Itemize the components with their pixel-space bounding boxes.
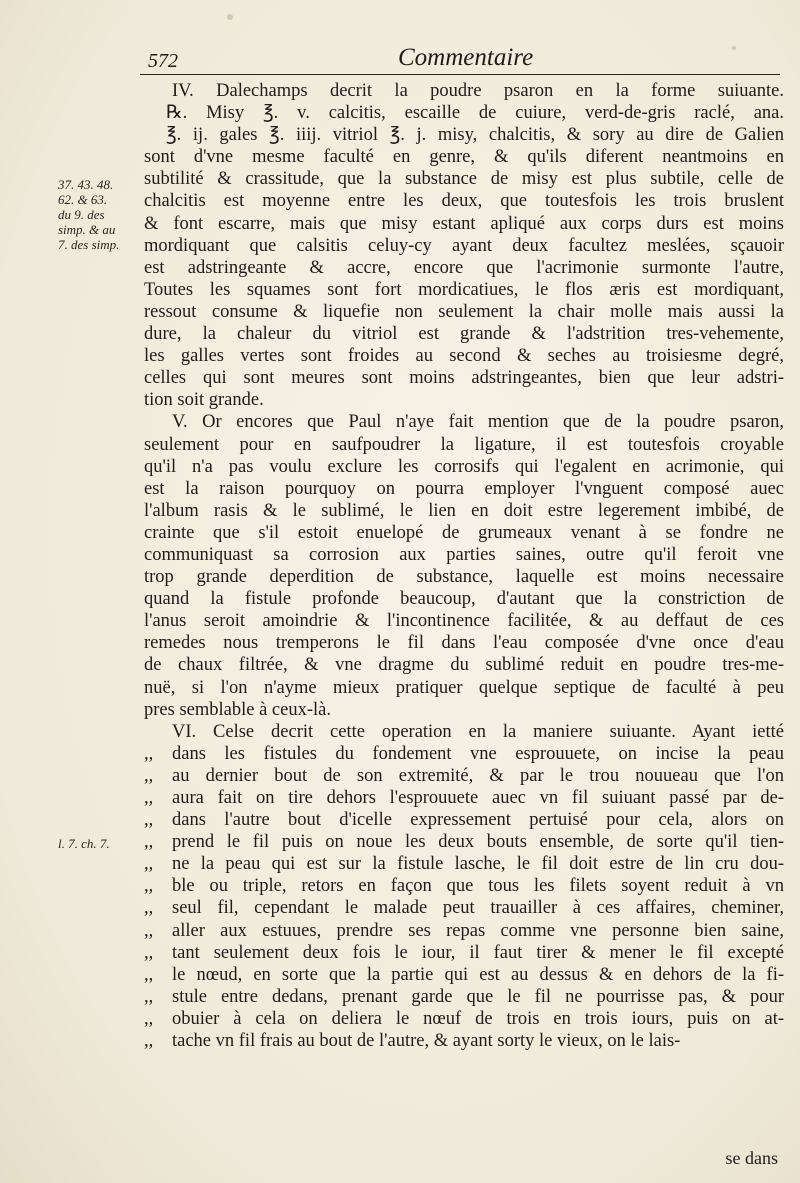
text-line: communiquast sa corrosion aux parties saines, outre qu'il feroit vne [144,544,784,565]
margin-note-line: 7. des simp. [58,237,120,252]
text-line: sont d'vne mesme faculté en genre, & qu'ils diferent neantmoins en [144,147,784,168]
quotation-mark: ,, [144,765,154,786]
margin-note-line: simp. & au [58,222,116,237]
text-line: l'anus seroit amoindrie & l'incontinence facilitée, & au deffaut de ces [144,611,784,632]
text-line: dure, la chaleur du vitriol est grande & l'adstrition tres-vehemente, [144,324,784,345]
margin-note-line: du 9. des [58,207,105,222]
text-line [144,809,784,831]
text-line: IV. Dalechamps decrit la poudre psaron en la forme suiuante. [172,81,784,101]
text-line: crainte que s'il estoit enuelopé de grumeaux venant à se fondre ne [144,522,784,543]
text-line: & font escarre, mais que misy estant apliqué aux corps durs est moins [144,213,784,234]
catchword: se dans [725,1148,778,1168]
line-text: tant seulement deux fois le iour, il faut tirer & mener le fil excepté [172,942,784,963]
text-line: mordiquant que calsitis celuy-cy ayant deux facultez meslées, sçauoir [144,235,784,256]
text-line [144,1030,784,1052]
paper-smudge [227,14,233,20]
quotation-mark: ,, [144,964,154,985]
text-line: remedes nous tremperons le fil dans l'eau composée d'vne once d'eau [144,633,784,654]
quotation-mark: ,, [144,788,154,808]
text-line [144,1008,784,1030]
text-line [144,920,784,942]
text-line: chalcitis est moyenne entre les deux, que toutesfois les trois bruslent [144,191,784,212]
text-line [144,765,784,787]
margin-note-references [58,177,148,252]
text-line: tion soit grande. [144,390,264,411]
quotation-mark: ,, [144,986,154,1007]
running-title: Commentaire [398,44,534,71]
margin-note-line: 62. & 63. [58,192,108,207]
line-text: le nœud, en sorte que la partie qui est au dessus & en dehors de la fi- [172,964,784,985]
text-line: les galles vertes sont froides au second & seches au troisiesme degré, [144,346,784,367]
line-text: aller aux estuues, prendre ses repas comme vne personne bien saine, [172,920,784,941]
quotation-mark: ,, [144,1031,154,1052]
margin-note-line: l. 7. ch. 7. [58,836,110,851]
text-line: est adstringeante & accre, encore que l'acrimonie surmonte l'autre, [144,257,784,278]
text-line: seulement pour en saufpoudrer la ligature, il est toutesfois croyable [144,434,784,455]
line-text: aura fait on tire dehors l'esprouuete auec vn fil suiuant passé par de- [172,788,784,808]
quotation-mark: ,, [144,876,154,897]
text-line: Toutes les squames sont fort mordicatiues, le flos æris est mordiquant, [144,279,784,300]
text-line [144,897,784,919]
text-line: VI. Celse decrit cette operation en la maniere suiuante. Ayant ietté [172,721,784,742]
line-text: ble ou triple, retors en façon que tous les filets soyent reduit à vn [172,876,784,897]
page-number: 572 [148,50,178,72]
quotation-mark: ,, [144,1008,154,1029]
line-text: dans l'autre bout d'icelle expressement pertuisé pour cela, alors on [172,810,784,831]
text-line [144,853,784,875]
text-line [144,964,784,986]
line-text: ne la peau qui est sur la fistule lasche, le fil doit estre de lin cru dou- [172,854,784,875]
quotation-mark: ,, [144,854,154,875]
text-line [144,831,784,853]
text-line: de chaux filtrée, & vne dragme du sublimé reduit en poudre tres-me- [144,655,784,676]
line-text: tache vn fil frais au bout de l'autre, & ayant sorty le vieux, on le lais- [172,1031,681,1052]
body-text [144,80,784,1052]
paragraph-vi [144,721,784,1052]
text-line: ℥. ij. gales ℥. iiij. vitriol ℥. j. misy, chalcitis, & sory au dire de Galien [166,125,784,146]
text-line: ressout consume & liquefie non seulement la chair molle mais aussi la [144,301,784,322]
line-text: prend le fil puis on noue les deux bouts ensemble, de sorte qu'il tien- [172,832,784,853]
text-line: celles qui sont meures sont moins adstringeantes, bien que leur adstri- [144,368,784,389]
line-text: stule entre dedans, prenant garde que le fil ne pourrisse pas, & pour [172,986,784,1007]
text-line: quand la fistule profonde beaucoup, d'autant que la constriction de [144,589,784,610]
text-line [144,743,784,765]
text-line [144,787,784,809]
text-line: subtilité & crassitude, que la substance de misy est plus subtile, celle de [144,169,784,190]
paper-smudge [732,46,736,50]
text-line: trop grande deperdition de substance, laquelle est moins necessaire [144,567,784,588]
quotation-mark: ,, [144,810,154,831]
quotation-mark: ,, [144,743,154,764]
line-text: dans les fistules du fondement vne esprouuete, on incise la peau [172,743,784,764]
text-line [144,942,784,964]
paragraph-v [144,411,784,720]
text-line: qu'il n'a pas voulu exclure les corrosifs qui l'egalent en acrimonie, qui [144,456,784,477]
text-line: pres semblable à ceux-là. [144,699,331,720]
margin-note-celse [58,836,148,851]
text-line: est la raison pourquoy on pourra employer l'vnguent composé auec [144,478,784,499]
margin-note-line: 37. 43. 48. [58,177,114,192]
paragraph-iv [144,80,784,411]
text-line: nuë, si l'on n'ayme mieux pratiquer quelque septique de faculté à peu [144,677,784,698]
header-rule [140,74,780,75]
text-line [144,986,784,1008]
text-line: ℞. Misy ℥. v. calcitis, escaille de cuiure, verd-de-gris raclé, ana. [166,103,784,124]
text-line: l'album rasis & le sublimé, le lien en doit estre legerement imbibé, de [144,500,784,521]
quotation-mark: ,, [144,920,154,941]
line-text: seul fil, cependant le malade peut trauailler à ces affaires, cheminer, [172,898,784,919]
quotation-mark: ,, [144,898,154,919]
line-text: au dernier bout de son extremité, & par le trou nouueau que l'on [172,765,784,786]
text-line: V. Or encores que Paul n'aye fait mention que de la poudre psaron, [172,412,784,433]
quotation-mark: ,, [144,942,154,963]
quotation-mark: ,, [144,832,154,853]
line-text: obuier à cela on deliera le nœuf de trois en trois iours, puis on at- [172,1008,784,1029]
page-header [140,44,780,78]
text-line [144,875,784,897]
